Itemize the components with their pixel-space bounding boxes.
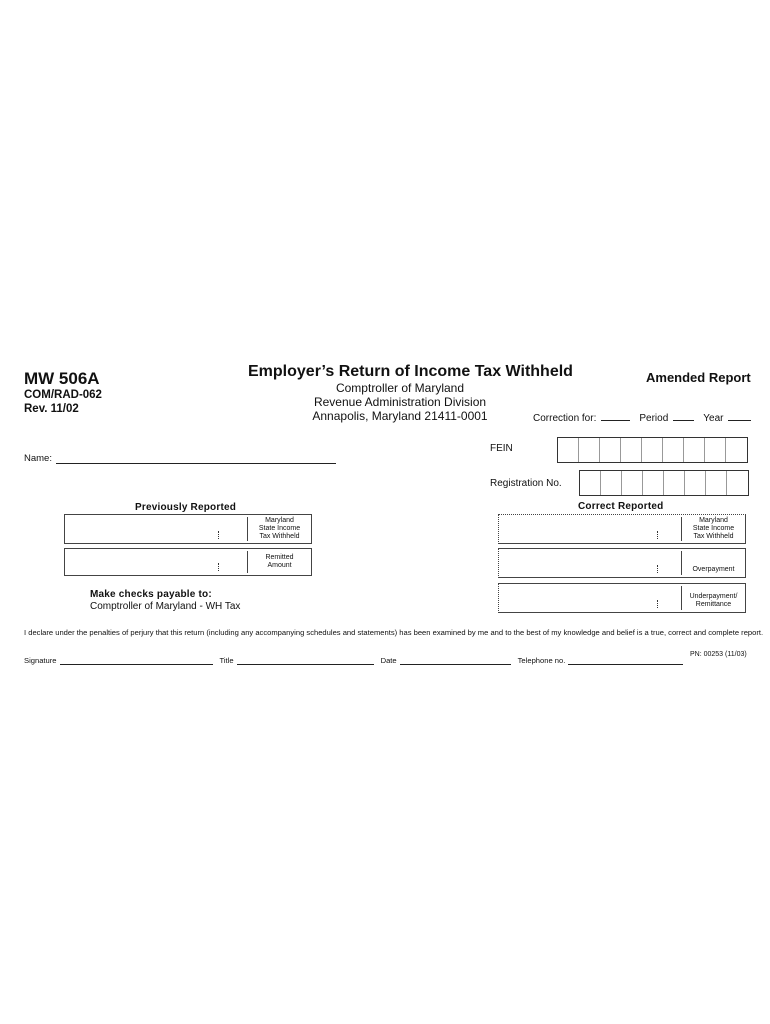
- previous-remitted-label: [247, 551, 311, 573]
- title-label: Title: [219, 656, 234, 665]
- correction-blank[interactable]: [601, 410, 630, 421]
- overpayment-box[interactable]: [498, 548, 746, 578]
- registration-cell: [706, 471, 727, 495]
- fein-label: FEIN: [490, 443, 513, 454]
- agency-line: Revenue Administration Division: [313, 395, 487, 409]
- previous-remitted-box[interactable]: [64, 548, 312, 576]
- correct-withheld-label: [681, 517, 745, 541]
- label-line: Maryland: [265, 517, 294, 524]
- fein-cell: [621, 438, 642, 462]
- label-line: Underpayment/: [689, 593, 738, 600]
- signature-row: [24, 656, 687, 665]
- fein-cell: [705, 438, 726, 462]
- part-number: PN: 00253 (11/03): [690, 651, 747, 658]
- cents-divider: [218, 531, 220, 539]
- signature-field[interactable]: [60, 656, 213, 665]
- agency-address: [290, 381, 510, 423]
- registration-cell: [622, 471, 643, 495]
- overpayment-label: [681, 551, 745, 575]
- revision: Rev. 11/02: [24, 403, 79, 415]
- fein-cell: [726, 438, 747, 462]
- fein-cell: [684, 438, 705, 462]
- cents-divider: [657, 600, 659, 608]
- perjury-declaration: I declare under the penalties of perjury that this return (including any accompanying schedules and statements) has been examined by me and to the best of my knowledge and belief is a true, correct and complete report.: [24, 628, 764, 637]
- correction-label: Correction for:: [533, 413, 597, 424]
- label-line: State Income: [258, 525, 301, 532]
- label-line: Remittance: [695, 601, 732, 608]
- name-row: [24, 453, 336, 464]
- signature-label: Signature: [24, 656, 57, 665]
- date-label: Date: [380, 656, 397, 665]
- fein-cell: [642, 438, 663, 462]
- make-checks-heading: Make checks payable to:: [90, 589, 212, 600]
- label-line: Amount: [267, 562, 292, 569]
- registration-cell: [643, 471, 664, 495]
- fein-field[interactable]: [557, 437, 748, 463]
- name-field[interactable]: [56, 453, 336, 464]
- period-label: Period: [639, 413, 669, 424]
- cents-divider: [657, 565, 659, 573]
- cents-divider: [657, 531, 659, 539]
- label-line: Overpayment: [692, 566, 735, 573]
- label-line: Tax Withheld: [693, 533, 734, 540]
- fein-cell: [558, 438, 579, 462]
- page-title: Employer’s Return of Income Tax Withheld: [248, 363, 573, 380]
- label-line: Remitted: [265, 554, 294, 561]
- cents-divider: [218, 563, 220, 571]
- fein-cell: [600, 438, 621, 462]
- registration-cell: [664, 471, 685, 495]
- registration-cell: [580, 471, 601, 495]
- amended-report-label: Amended Report: [646, 370, 751, 385]
- previous-withheld-box[interactable]: [64, 514, 312, 544]
- registration-cell: [601, 471, 622, 495]
- underpayment-label: [681, 586, 745, 610]
- form-code: MW 506A: [24, 369, 100, 388]
- label-line: Maryland: [699, 517, 728, 524]
- correction-row: [533, 410, 751, 424]
- underpayment-box[interactable]: [498, 583, 746, 613]
- registration-cell: [685, 471, 706, 495]
- payable-to: Comptroller of Maryland - WH Tax: [90, 601, 241, 612]
- year-field[interactable]: [728, 410, 751, 421]
- registration-field[interactable]: [579, 470, 749, 496]
- date-field[interactable]: [400, 656, 511, 665]
- period-field[interactable]: [673, 410, 694, 421]
- previous-withheld-label: [247, 517, 311, 541]
- com-code: COM/RAD-062: [24, 389, 102, 401]
- correct-withheld-box[interactable]: [498, 514, 746, 544]
- telephone-field[interactable]: [568, 656, 683, 665]
- name-label: Name:: [24, 453, 52, 464]
- agency-line: Comptroller of Maryland: [335, 381, 465, 395]
- label-line: State Income: [692, 525, 735, 532]
- registration-label: Registration No.: [490, 478, 562, 489]
- label-line: Tax Withheld: [259, 533, 300, 540]
- registration-cell: [727, 471, 748, 495]
- title-field[interactable]: [237, 656, 374, 665]
- year-label: Year: [703, 413, 724, 424]
- fein-cell: [579, 438, 600, 462]
- agency-line: Annapolis, Maryland 21411-0001: [312, 409, 488, 423]
- correct-reported-heading: Correct Reported: [578, 501, 664, 512]
- fein-cell: [663, 438, 684, 462]
- previously-reported-heading: Previously Reported: [135, 502, 237, 513]
- telephone-label: Telephone no.: [517, 656, 566, 665]
